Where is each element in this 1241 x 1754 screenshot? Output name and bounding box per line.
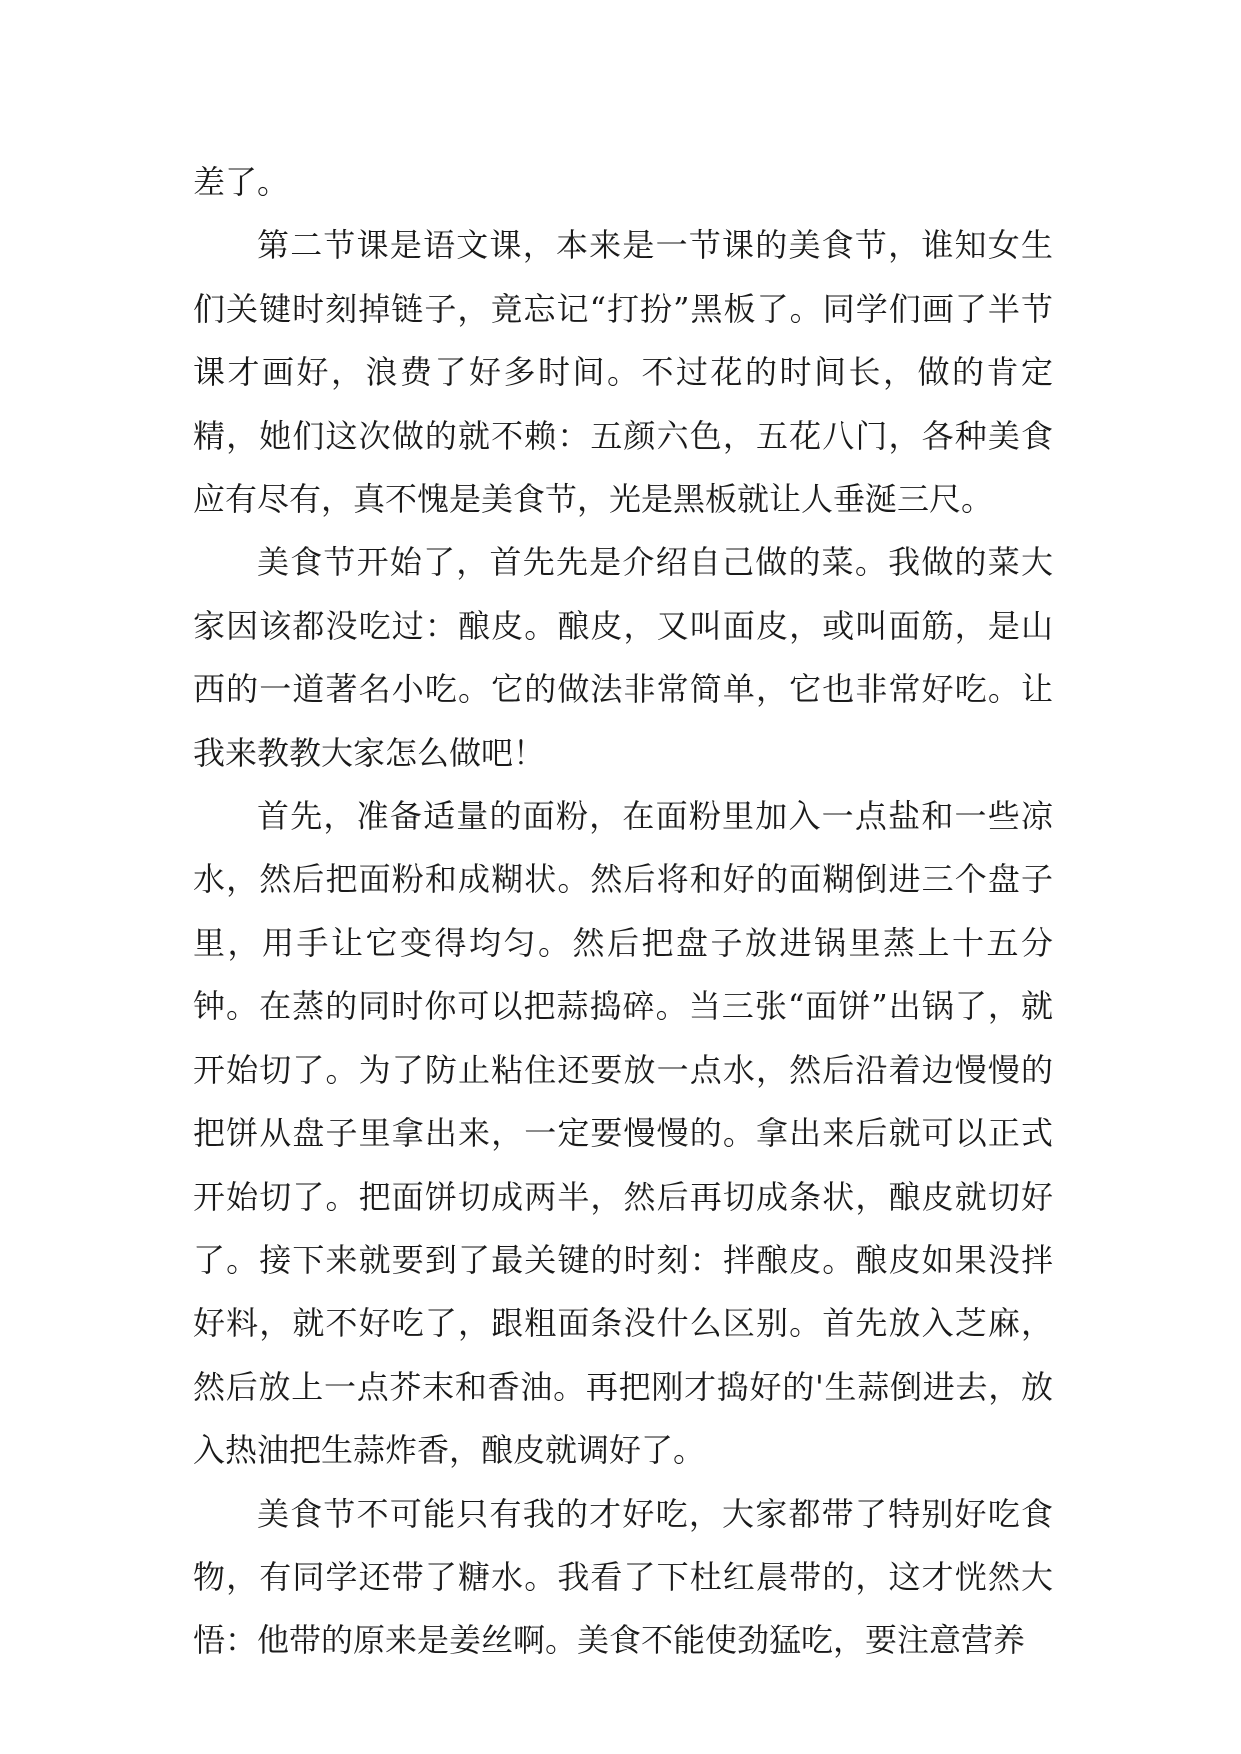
paragraph-5: 美食节不可能只有我的才好吃，大家都带了特别好吃食物，有同学还带了糖水。我看了下杜红晨带的，这才恍然大悟：他带的原来是姜丝啊。美食不能使劲猛吃，要注意营养 bbox=[193, 1494, 1053, 1660]
paragraph-2: 第二节课是语文课，本来是一节课的美食节，谁知女生们关键时刻掉链子，竟忘记“打扮”黑板了。同学们画了半节课才画好，浪费了好多时间。不过花的时间长，做的肯定精，她们这次做的就不赖：五颜六色，五花八门，各种美食应有尽有，真不愧是美食节，光是黑板就让人垂涎三尺。 bbox=[193, 226, 1053, 519]
paragraph-3: 美食节开始了，首先先是介绍自己做的菜。我做的菜大家因该都没吃过：酿皮。酿皮，又叫面皮，或叫面筋，是山西的一道著名小吃。它的做法非常简单，它也非常好吃。让我来教教大家怎么做吧！ bbox=[193, 543, 1053, 772]
article-body bbox=[193, 151, 1053, 1673]
paragraph-1: 差了。 bbox=[193, 163, 290, 201]
paragraph-4: 首先，准备适量的面粉，在面粉里加入一点盐和一些凉水，然后把面粉和成糊状。然后将和好的面糊倒进三个盘子里，用手让它变得均匀。然后把盘子放进锅里蒸上十五分钟。在蒸的同时你可以把蒜捣碎。当三张“面饼”出锅了，就开始切了。为了防止粘住还要放一点水，然后沿着边慢慢的把饼从盘子里拿出来，一定要慢慢的。拿出来后就可以正式开始切了。把面饼切成两半，然后再切成条状，酿皮就切好了。接下来就要到了最关键的时刻：拌酿皮。酿皮如果没拌好料，就不好吃了，跟粗面条没什么区别。首先放入芝麻，然后放上一点芥末和香油。再把刚才捣好的'生蒜倒进去，放入热油把生蒜炸香，酿皮就调好了。 bbox=[193, 797, 1053, 1470]
